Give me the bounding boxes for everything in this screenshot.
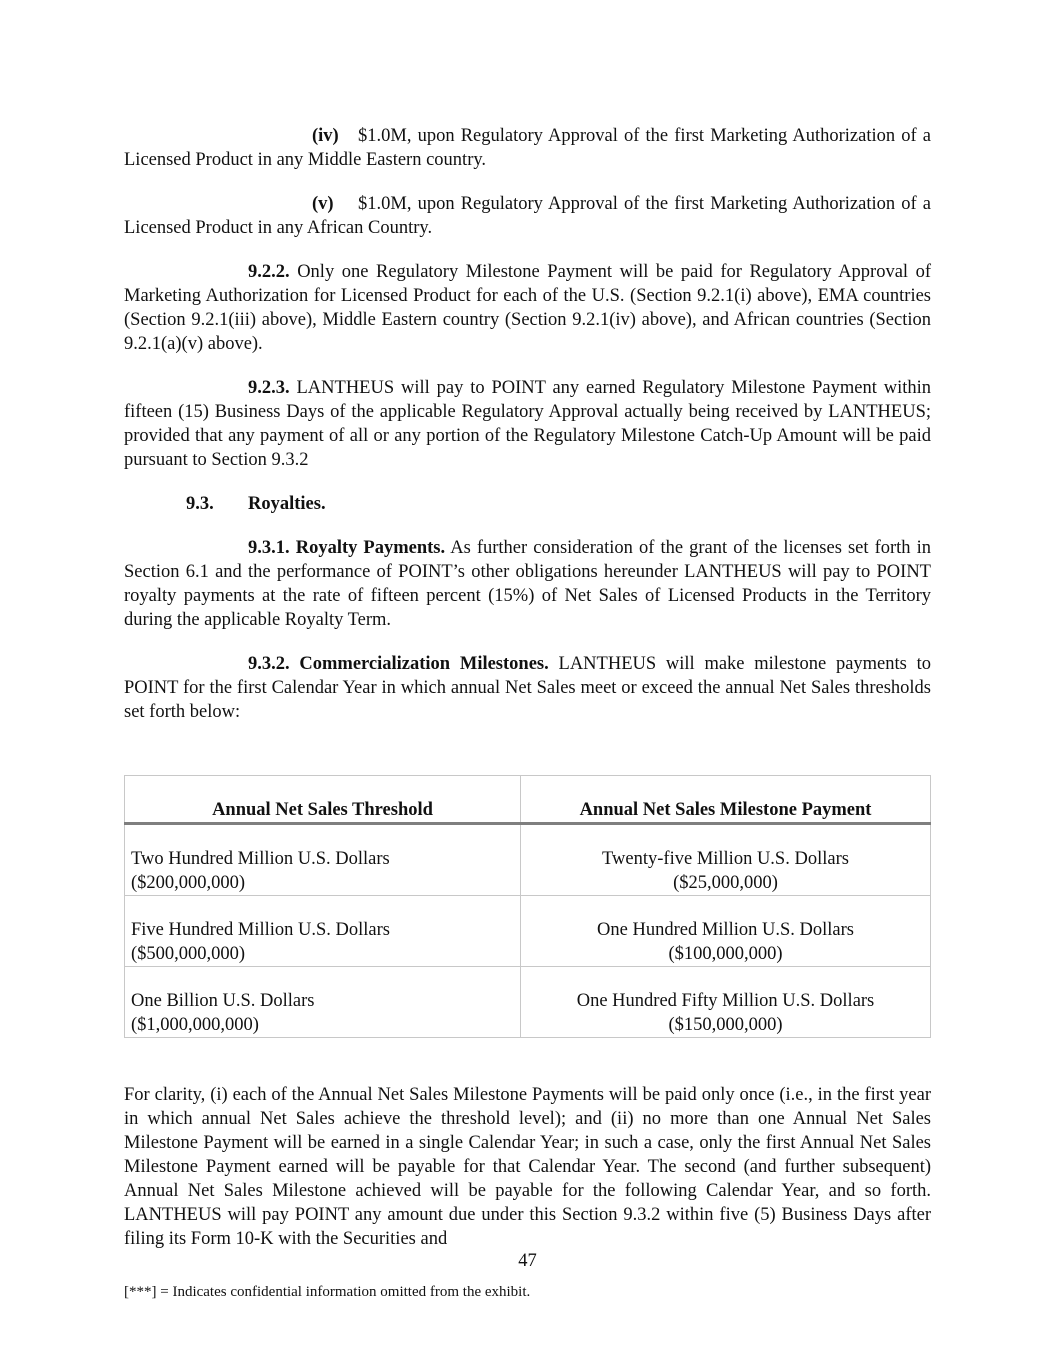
section-9-2-2-text: Only one Regulatory Milestone Payment will be paid for Regulatory Approval of Marketing Authorization for Licensed Product for each of the U.S. (Section 9.2.1(i) above), EMA countries (Section 9.2.1(iii) above), Middle Eastern country (Section 9.2.1(iv) above), and African countries (Section 9.2.1(a)(v) above).	[124, 262, 932, 354]
section-9-3-2-title: Commercialization Milestones.	[299, 654, 549, 674]
section-9-3-title: Royalties.	[248, 494, 326, 514]
payment-cell	[521, 896, 931, 967]
clause-v-text: $1.0M, upon Regulatory Approval of the first Marketing Authorization of a Licensed Product in any African Country.	[124, 194, 931, 238]
threshold-text: Five Hundred Million U.S. Dollars	[131, 920, 390, 940]
section-9-3-number: 9.3.	[186, 494, 214, 514]
clause-v-label: (v)	[312, 194, 334, 214]
threshold-amount: ($200,000,000)	[131, 873, 246, 893]
column-header-payment: Annual Net Sales Milestone Payment	[521, 776, 931, 824]
clause-v	[124, 192, 931, 240]
clause-iv	[124, 124, 931, 172]
section-9-3-2-text: LANTHEUS will make milestone payments to POINT for the first Calendar Year in which annual Net Sales meet or exceed the annual Net Sales thresholds set forth below:	[124, 654, 932, 722]
section-9-2-2	[124, 260, 931, 356]
threshold-text: Two Hundred Million U.S. Dollars	[131, 849, 390, 869]
payment-text: One Hundred Million U.S. Dollars	[597, 920, 854, 940]
document-page	[124, 124, 931, 1251]
section-9-2-2-number: 9.2.2.	[248, 262, 290, 282]
clarity-paragraph: For clarity, (i) each of the Annual Net Sales Milestone Payments will be paid only once (i.e., in the first year in which annual Net Sales achieve the threshold level); and (ii) no more than one Annual Net Sales Milestone Payment will be earned in a single Calendar Year; in such a case, only the first Annual Net Sales Milestone Payment earned will be payable for that Calendar Year. The second (and further subsequent) Annual Net Sales Milestone achieved will be payable for the following Calendar Year, and so forth. LANTHEUS will pay POINT any amount due under this Section 9.3.2 within five (5) Business Days after filing its Form 10-K with the Securities and	[124, 1085, 931, 1249]
section-9-3-2-number: 9.3.2.	[248, 654, 290, 674]
table-header-row	[125, 776, 931, 824]
section-9-3-2	[124, 652, 931, 724]
section-9-3-heading	[186, 492, 931, 516]
threshold-cell	[125, 824, 521, 896]
payment-amount: ($25,000,000)	[673, 873, 778, 893]
section-9-2-3-text: LANTHEUS will pay to POINT any earned Regulatory Milestone Payment within fifteen (15) Business Days of the applicable Regulatory Approval actually being received by LANTHEUS; provided that any payment of all or any portion of the Regulatory Milestone Catch-Up Amount will be paid pursuant to Section 9.3.2	[124, 378, 932, 470]
table-row	[125, 824, 931, 896]
payment-text: One Hundred Fifty Million U.S. Dollars	[576, 991, 875, 1011]
column-header-threshold: Annual Net Sales Threshold	[125, 776, 521, 824]
clause-iv-label: (iv)	[312, 126, 339, 146]
payment-text: Twenty-five Million U.S. Dollars	[602, 849, 849, 869]
threshold-amount: ($500,000,000)	[131, 944, 246, 964]
section-9-3-1-number: 9.3.1.	[248, 538, 290, 558]
threshold-amount: ($1,000,000,000)	[131, 1015, 259, 1035]
clause-iv-text: $1.0M, upon Regulatory Approval of the first Marketing Authorization of a Licensed Product in any Middle Eastern country.	[124, 126, 931, 170]
confidentiality-footnote: [***] = Indicates confidential information omitted from the exhibit.	[124, 1284, 531, 1300]
threshold-text: One Billion U.S. Dollars	[131, 991, 315, 1011]
table-row	[125, 896, 931, 967]
section-9-3-1-text: As further consideration of the grant of the licenses set forth in Section 6.1 and the performance of POINT’s other obligations hereunder LANTHEUS will pay to POINT royalty payments at the rate of fifteen percent (15%) of Net Sales of Licensed Products in the Territory during the applicable Royalty Term.	[124, 538, 932, 630]
section-9-3-1-title: Royalty Payments.	[295, 538, 446, 558]
milestone-table	[124, 775, 931, 1038]
payment-cell	[521, 824, 931, 896]
threshold-cell	[125, 896, 521, 967]
section-9-3-1	[124, 536, 931, 632]
payment-cell	[521, 967, 931, 1038]
payment-amount: ($100,000,000)	[668, 944, 783, 964]
table-row	[125, 967, 931, 1038]
section-9-2-3	[124, 376, 931, 472]
payment-amount: ($150,000,000)	[668, 1015, 783, 1035]
page-number: 47	[518, 1251, 537, 1271]
threshold-cell	[125, 967, 521, 1038]
section-9-2-3-number: 9.2.3.	[248, 378, 290, 398]
